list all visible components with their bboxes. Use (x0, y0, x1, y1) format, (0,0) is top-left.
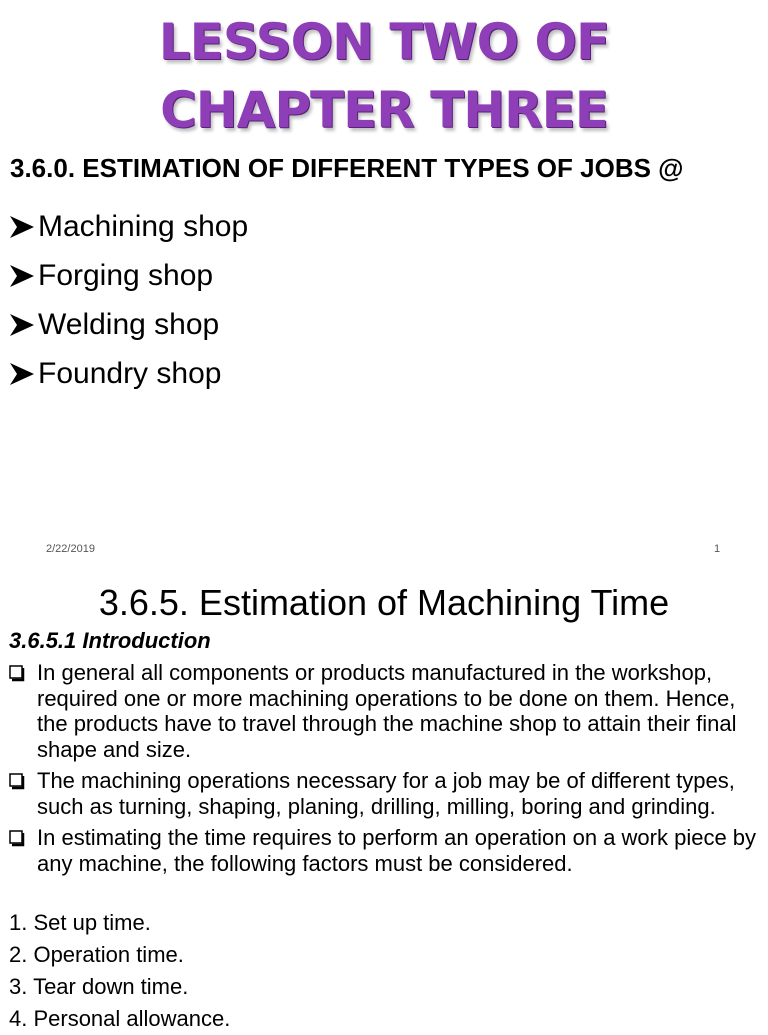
list-item (7, 825, 763, 876)
arrow-bullet-icon (8, 360, 36, 388)
slide-title: 3.6.5. Estimation of Machining Time (98, 582, 670, 623)
paragraph-text: The machining operations necessary for a job may be of different types, such as turning, shaping, planing, drilling, milling, boring and grinding. (37, 768, 735, 819)
list-item-label: Foundry shop (38, 356, 222, 390)
factor-item: 4. Personal allowance. (9, 1006, 231, 1031)
slide-date: 2/22/2019 (46, 543, 95, 555)
factor-list (9, 907, 230, 1035)
slide-2 (0, 576, 768, 1031)
arrow-bullet-icon (8, 311, 36, 339)
factor-item: 1. Set up time. (9, 910, 151, 935)
factor-item: 2. Operation time. (9, 942, 184, 967)
list-item (8, 300, 248, 349)
list-item-label: Machining shop (38, 209, 249, 243)
list-item (7, 768, 763, 819)
arrow-bullet-icon (8, 213, 36, 241)
checkbox-bullet-icon (9, 665, 26, 682)
list-item (7, 660, 763, 762)
title-line-1: LESSON TWO OF (158, 13, 610, 71)
list-item-label: Welding shop (38, 307, 220, 341)
checkbox-bullet-icon (9, 830, 26, 847)
paragraph-text: In general all components or products manufactured in the workshop, required one or more machining operations to be done on them. Hence, the products have to travel through the machine shop to attain their final shape and size. (37, 660, 737, 762)
list-item (8, 202, 248, 251)
subheading: 3.6.5.1 Introduction (9, 628, 211, 653)
list-item (8, 251, 248, 300)
factor-item: 3. Tear down time. (9, 974, 189, 999)
slide-number: 1 (714, 543, 721, 555)
paragraph-text: In estimating the time requires to perform an operation on a work piece by any machine, the following factors must be considered. (37, 825, 757, 876)
title-line-2: CHAPTER THREE (160, 81, 608, 139)
list-item-label: Forging shop (38, 258, 214, 292)
arrow-bullet-icon (8, 262, 36, 290)
shop-list (8, 202, 248, 398)
section-heading: 3.6.0. ESTIMATION OF DIFFERENT TYPES OF JOBS @ (10, 153, 684, 183)
paragraph-list (7, 660, 763, 882)
list-item (8, 349, 248, 398)
checkbox-bullet-icon (9, 773, 26, 790)
